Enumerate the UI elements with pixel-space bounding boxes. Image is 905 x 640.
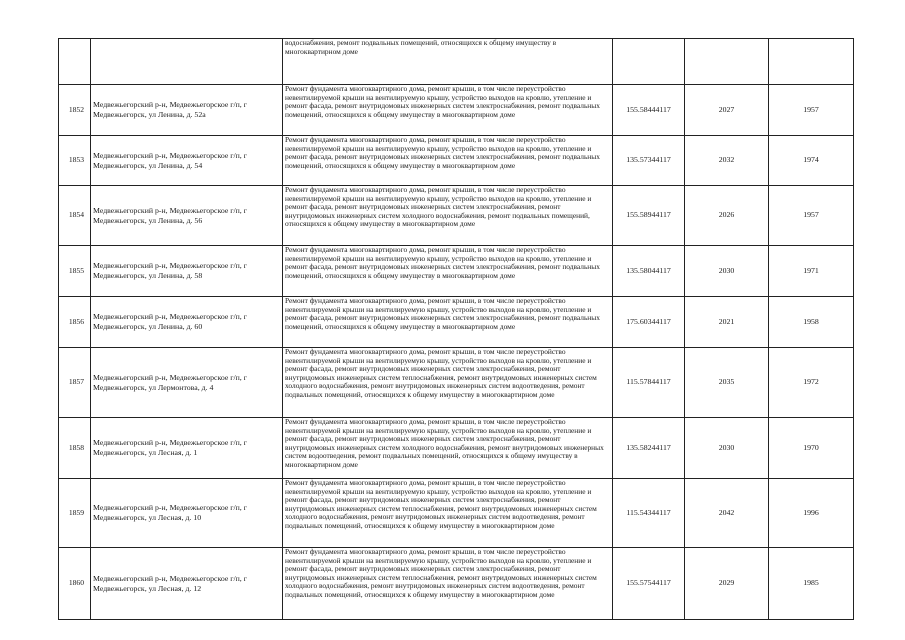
build-year-cell: 1958 — [769, 297, 854, 348]
planned-year-cell: 2029 — [685, 548, 769, 620]
row-number: 1860 — [59, 548, 91, 620]
planned-year-cell: 2021 — [685, 297, 769, 348]
planned-year-cell: 2026 — [685, 186, 769, 246]
table-row — [59, 186, 854, 246]
build-year-cell: 1972 — [769, 348, 854, 418]
row-number: 1856 — [59, 297, 91, 348]
address-cell: Медвежьегорский р-н, Медвежьегорское г/п, г Медвежьегорск, ул Ленина, д. 56 — [91, 186, 283, 246]
table-row — [59, 418, 854, 479]
table-row — [59, 85, 854, 136]
works-cell: Ремонт фундамента многоквартирного дома, ремонт крыши, в том числе переустройство невентилируемой крыши на вентилируемую крышу, устройство выходов на кровлю, утепление и ремонт фасада, ремонт внутридомовых инженерных систем электроснабжения, ремонт подвальных помещений, относящихся к общему имуществу в многоквартирном доме — [283, 246, 613, 297]
row-number: 1859 — [59, 479, 91, 548]
build-year-cell: 1985 — [769, 548, 854, 620]
address-cell: Медвежьегорский р-н, Медвежьегорское г/п, г Медвежьегорск, ул Лесная, д. 1 — [91, 418, 283, 479]
works-cell: Ремонт фундамента многоквартирного дома, ремонт крыши, в том числе переустройство невентилируемой крыши на вентилируемую крышу, устройство выходов на кровлю, утепление и ремонт фасада, ремонт внутридомовых инженерных систем электроснабжения, ремонт подвальных помещений, относящихся к общему имуществу в многоквартирном доме — [283, 297, 613, 348]
planned-year-cell — [685, 39, 769, 85]
cost-cell: 155.58944117 — [613, 186, 685, 246]
cost-cell: 115.57844117 — [613, 348, 685, 418]
cost-cell: 175.60344117 — [613, 297, 685, 348]
planned-year-cell: 2032 — [685, 136, 769, 186]
table-row — [59, 479, 854, 548]
works-cell: Ремонт фундамента многоквартирного дома, ремонт крыши, в том числе переустройство невентилируемой крыши на вентилируемую крышу, устройство выходов на кровлю, утепление и ремонт фасада, ремонт внутридомовых инженерных систем электроснабжения, ремонт внутридомовых инженерных систем теплоснабжения, ремонт внутридомовых инженерных систем холодного водоснабжения, ремонт внутридомовых инженерных систем водоотведения, ремонт подвальных помещений, относящихся к общему имуществу в многоквартирном доме — [283, 348, 613, 418]
planned-year-cell: 2030 — [685, 418, 769, 479]
cost-cell — [613, 39, 685, 85]
planned-year-cell: 2035 — [685, 348, 769, 418]
table-row — [59, 548, 854, 620]
address-cell: Медвежьегорский р-н, Медвежьегорское г/п, г Медвежьегорск, ул Ленина, д. 52а — [91, 85, 283, 136]
build-year-cell: 1996 — [769, 479, 854, 548]
build-year-cell: 1971 — [769, 246, 854, 297]
address-cell: Медвежьегорский р-н, Медвежьегорское г/п, г Медвежьегорск, ул Ленина, д. 58 — [91, 246, 283, 297]
cost-cell: 135.57344117 — [613, 136, 685, 186]
build-year-cell: 1957 — [769, 186, 854, 246]
address-cell: Медвежьегорский р-н, Медвежьегорское г/п, г Медвежьегорск, ул Ленина, д. 60 — [91, 297, 283, 348]
address-cell: Медвежьегорский р-н, Медвежьегорское г/п, г Медвежьегорск, ул Лесная, д. 10 — [91, 479, 283, 548]
table-row — [59, 297, 854, 348]
works-cell: водоснабжения, ремонт подвальных помещений, относящихся к общему имуществу в многоквартирном доме — [283, 39, 613, 85]
row-number: 1857 — [59, 348, 91, 418]
cost-cell: 135.58044117 — [613, 246, 685, 297]
build-year-cell: 1970 — [769, 418, 854, 479]
planned-year-cell: 2042 — [685, 479, 769, 548]
cost-cell: 155.58444117 — [613, 85, 685, 136]
works-cell: Ремонт фундамента многоквартирного дома, ремонт крыши, в том числе переустройство невентилируемой крыши на вентилируемую крышу, устройство выходов на кровлю, утепление и ремонт фасада, ремонт внутридомовых инженерных систем электроснабжения, ремонт внутридомовых инженерных систем теплоснабжения, ремонт внутридомовых инженерных систем холодного водоснабжения, ремонт внутридомовых инженерных систем водоотведения, ремонт подвальных помещений, относящихся к общему имуществу в многоквартирном доме — [283, 479, 613, 548]
table-row — [59, 348, 854, 418]
table-row — [59, 136, 854, 186]
address-cell — [91, 39, 283, 85]
cost-cell: 155.57544117 — [613, 548, 685, 620]
build-year-cell: 1957 — [769, 85, 854, 136]
row-number: 1854 — [59, 186, 91, 246]
works-cell: Ремонт фундамента многоквартирного дома, ремонт крыши, в том числе переустройство невентилируемой крыши на вентилируемую крышу, устройство выходов на кровлю, утепление и ремонт фасада, ремонт внутридомовых инженерных систем электроснабжения, ремонт подвальных помещений, относящихся к общему имуществу в многоквартирном доме — [283, 85, 613, 136]
table-row — [59, 246, 854, 297]
row-number: 1853 — [59, 136, 91, 186]
works-cell: Ремонт фундамента многоквартирного дома, ремонт крыши, в том числе переустройство невентилируемой крыши на вентилируемую крышу, устройство выходов на кровлю, утепление и ремонт фасада, ремонт внутридомовых инженерных систем электроснабжения, ремонт внутридомовых инженерных систем холодного водоснабжения, ремонт подвальных помещений, относящихся к общему имуществу в многоквартирном доме — [283, 186, 613, 246]
row-number — [59, 39, 91, 85]
row-number: 1855 — [59, 246, 91, 297]
build-year-cell — [769, 39, 854, 85]
address-cell: Медвежьегорский р-н, Медвежьегорское г/п, г Медвежьегорск, ул Ленина, д. 54 — [91, 136, 283, 186]
cost-cell: 115.54344117 — [613, 479, 685, 548]
works-cell: Ремонт фундамента многоквартирного дома, ремонт крыши, в том числе переустройство невентилируемой крыши на вентилируемую крышу, устройство выходов на кровлю, утепление и ремонт фасада, ремонт внутридомовых инженерных систем электроснабжения, ремонт подвальных помещений, относящихся к общему имуществу в многоквартирном доме — [283, 136, 613, 186]
planned-year-cell: 2027 — [685, 85, 769, 136]
address-cell: Медвежьегорский р-н, Медвежьегорское г/п, г Медвежьегорск, ул Лермонтова, д. 4 — [91, 348, 283, 418]
build-year-cell: 1974 — [769, 136, 854, 186]
repair-program-table — [58, 38, 854, 620]
table-row — [59, 39, 854, 85]
address-cell: Медвежьегорский р-н, Медвежьегорское г/п, г Медвежьегорск, ул Лесная, д. 12 — [91, 548, 283, 620]
row-number: 1852 — [59, 85, 91, 136]
works-cell: Ремонт фундамента многоквартирного дома, ремонт крыши, в том числе переустройство невентилируемой крыши на вентилируемую крышу, устройство выходов на кровлю, утепление и ремонт фасада, ремонт внутридомовых инженерных систем электроснабжения, ремонт внутридомовых инженерных систем теплоснабжения, ремонт внутридомовых инженерных систем холодного водоснабжения, ремонт внутридомовых инженерных систем водоотведения, ремонт подвальных помещений, относящихся к общему имуществу в многоквартирном доме — [283, 548, 613, 620]
planned-year-cell: 2030 — [685, 246, 769, 297]
works-cell: Ремонт фундамента многоквартирного дома, ремонт крыши, в том числе переустройство невентилируемой крыши на вентилируемую крышу, устройство выходов на кровлю, утепление и ремонт фасада, ремонт внутридомовых инженерных систем электроснабжения, ремонт внутридомовых инженерных систем холодного водоснабжения, ремонт внутридомовых инженерных систем водоотведения, ремонт подвальных помещений, относящихся к общему имуществу в многоквартирном доме — [283, 418, 613, 479]
cost-cell: 135.58244117 — [613, 418, 685, 479]
row-number: 1858 — [59, 418, 91, 479]
